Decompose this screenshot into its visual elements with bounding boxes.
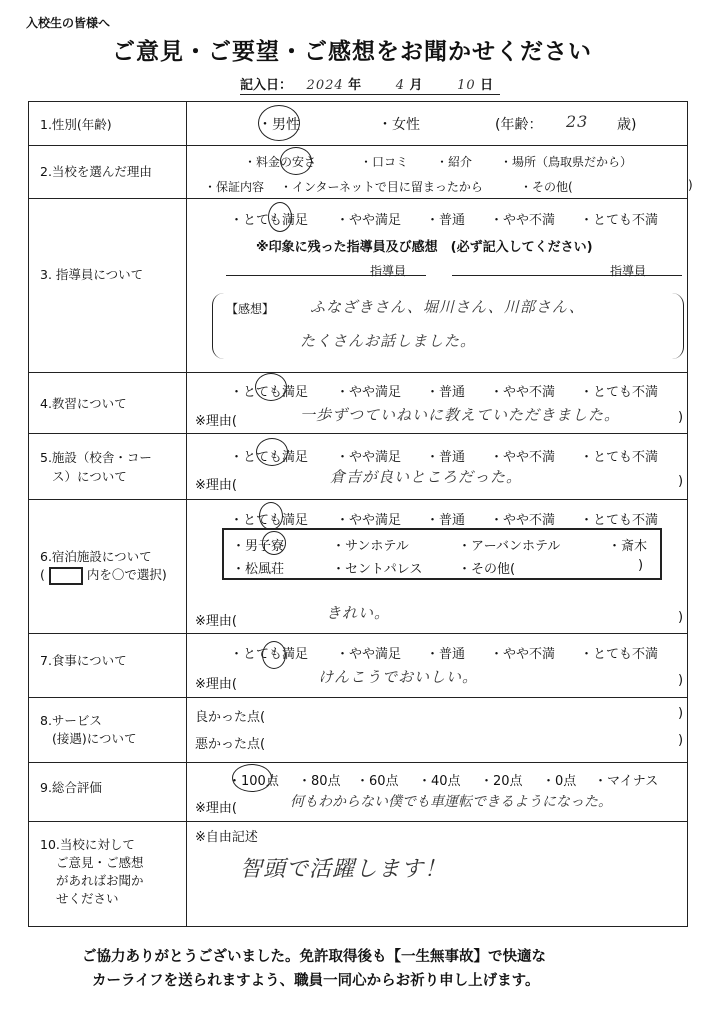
row-divider bbox=[28, 433, 688, 434]
q8-label-1: 8.サービス bbox=[40, 713, 102, 728]
reason-referral[interactable]: ・紹介 bbox=[436, 155, 473, 169]
greeting: 入校生の皆様へ bbox=[26, 16, 111, 30]
q7-reason-label: ※理由( bbox=[195, 677, 237, 692]
lodging-other-close: ) bbox=[638, 558, 644, 573]
q10-label-1: 10.当校に対して bbox=[40, 837, 135, 852]
q7-very-satisfied[interactable]: ・とても満足 bbox=[230, 647, 309, 662]
q3-label: 3. 指導員について bbox=[40, 267, 144, 282]
q6-label-2 bbox=[40, 566, 167, 585]
q7-very-dissatisfied[interactable]: ・とても不満 bbox=[580, 647, 659, 662]
date-row bbox=[240, 74, 500, 95]
lodging-st-palace[interactable]: ・セントパレス bbox=[332, 562, 423, 577]
q4-reason: 一歩ずつていねいに教えていただきました。 bbox=[300, 406, 621, 424]
q6-very-dissatisfied[interactable]: ・とても不満 bbox=[580, 513, 659, 528]
q5-label-1: 5.施設（校舎・コー bbox=[40, 450, 152, 465]
free-comment-label: ※自由記述 bbox=[195, 830, 258, 845]
row-divider bbox=[28, 762, 688, 763]
q7-somewhat-satisfied[interactable]: ・やや満足 bbox=[336, 647, 402, 662]
reason-other-close: ) bbox=[688, 178, 693, 192]
lodging-options-box bbox=[222, 528, 662, 580]
q2-label: 2.当校を選んだ理由 bbox=[40, 164, 152, 179]
row-divider bbox=[28, 372, 688, 373]
row-divider bbox=[28, 697, 688, 698]
q6-very-satisfied[interactable]: ・とても満足 bbox=[230, 513, 309, 528]
footer-line-2: カーライフを送られますよう、職員一同心からお祈り申し上げます。 bbox=[92, 973, 540, 989]
age-unit: 歳) bbox=[617, 117, 637, 133]
q9-label: 9.総合評価 bbox=[40, 780, 102, 795]
q7-reason: けんこうでおいしい。 bbox=[318, 668, 479, 686]
page-title: ご意見・ご要望・ご感想をお聞かせください bbox=[112, 39, 592, 65]
score-80[interactable]: ・80点 bbox=[298, 774, 341, 789]
age-label: (年齢： bbox=[495, 117, 543, 133]
row-divider bbox=[28, 145, 688, 146]
q10-label-4: せください bbox=[56, 891, 119, 906]
instructor-label-2: 指導員 bbox=[610, 264, 647, 278]
date-label: 記入日： bbox=[240, 78, 293, 93]
q6-open-paren: ( bbox=[40, 567, 45, 582]
q6-instruction: 内を〇で選択) bbox=[86, 567, 167, 582]
selection-circle bbox=[280, 147, 312, 175]
selection-circle bbox=[262, 531, 286, 555]
lodging-other[interactable]: ・その他( bbox=[458, 562, 516, 577]
q5-very-dissatisfied[interactable]: ・とても不満 bbox=[580, 450, 659, 465]
date-year: 2024 bbox=[306, 78, 344, 93]
q3-neutral[interactable]: ・普通 bbox=[426, 213, 466, 228]
q6-reason: きれい。 bbox=[326, 604, 391, 622]
q8-good-close: ) bbox=[678, 706, 684, 721]
column-divider bbox=[186, 101, 187, 927]
q3-note: ※印象に残った指導員及び感想 (必ず記入してください) bbox=[256, 240, 593, 255]
q7-neutral[interactable]: ・普通 bbox=[426, 647, 466, 662]
q1-label: 1.性別(年齢) bbox=[40, 117, 112, 132]
lodging-sun-hotel[interactable]: ・サンホテル bbox=[332, 539, 409, 554]
lodging-shofuso[interactable]: ・松風荘 bbox=[232, 562, 285, 577]
instructor-label-1: 指導員 bbox=[370, 264, 407, 278]
score-minus[interactable]: ・マイナス bbox=[594, 774, 659, 789]
selection-circle bbox=[258, 105, 300, 141]
instructor-field-2[interactable] bbox=[452, 274, 682, 276]
score-20[interactable]: ・20点 bbox=[480, 774, 523, 789]
option-male[interactable]: ・男性 bbox=[258, 117, 300, 133]
impression-label: 【感想】 bbox=[226, 302, 275, 316]
q6-neutral[interactable]: ・普通 bbox=[426, 513, 466, 528]
q6-somewhat-dissatisfied[interactable]: ・やや不満 bbox=[490, 513, 556, 528]
impression-text-2: たくさんお話しました。 bbox=[300, 332, 477, 350]
option-female[interactable]: ・女性 bbox=[378, 117, 420, 133]
q6-label-1: 6.宿泊施設について bbox=[40, 549, 152, 564]
q9-reason-label: ※理由( bbox=[195, 801, 237, 816]
lodging-mens-dorm[interactable]: ・男子寮 bbox=[232, 539, 285, 554]
reason-other[interactable]: ・その他( bbox=[520, 180, 573, 194]
q7-reason-close: ) bbox=[678, 673, 684, 688]
q5-reason: 倉吉が良いところだった。 bbox=[330, 468, 523, 486]
selection-circle bbox=[255, 373, 287, 401]
q6-reason-label: ※理由( bbox=[195, 614, 237, 629]
q5-neutral[interactable]: ・普通 bbox=[426, 450, 466, 465]
q6-reason-close: ) bbox=[678, 610, 684, 625]
reason-price[interactable]: ・料金の安さ bbox=[244, 155, 317, 169]
footer-line-1: ご協力ありがとうございました。免許取得後も【一生無事故】で快適な bbox=[82, 949, 546, 965]
month-unit: 月 bbox=[409, 78, 423, 93]
row-divider bbox=[28, 198, 688, 199]
reason-internet[interactable]: ・インターネットで目に留まったから bbox=[280, 180, 483, 194]
q3-somewhat-satisfied[interactable]: ・やや満足 bbox=[336, 213, 402, 228]
q4-somewhat-satisfied[interactable]: ・やや満足 bbox=[336, 385, 402, 400]
q5-somewhat-satisfied[interactable]: ・やや満足 bbox=[336, 450, 402, 465]
q4-label: 4.教習について bbox=[40, 396, 127, 411]
q5-somewhat-dissatisfied[interactable]: ・やや不満 bbox=[490, 450, 556, 465]
q8-label-2: (接遇)について bbox=[52, 731, 137, 746]
q5-very-satisfied[interactable]: ・とても満足 bbox=[230, 450, 309, 465]
selection-circle bbox=[268, 202, 292, 232]
selection-circle bbox=[256, 438, 288, 466]
reason-location[interactable]: ・場所（鳥取県だから） bbox=[500, 155, 633, 169]
q4-neutral[interactable]: ・普通 bbox=[426, 385, 466, 400]
q4-very-dissatisfied[interactable]: ・とても不満 bbox=[580, 385, 659, 400]
day-unit: 日 bbox=[480, 78, 494, 93]
q3-very-satisfied[interactable]: ・とても満足 bbox=[230, 213, 309, 228]
date-day: 10 bbox=[457, 78, 476, 93]
q5-reason-close: ) bbox=[678, 474, 684, 489]
q8-bad-close: ) bbox=[678, 733, 684, 748]
q4-somewhat-dissatisfied[interactable]: ・やや不満 bbox=[490, 385, 556, 400]
lodging-urban-hotel[interactable]: ・アーバンホテル bbox=[458, 539, 561, 554]
date-month: 4 bbox=[395, 78, 405, 93]
q6-somewhat-satisfied[interactable]: ・やや満足 bbox=[336, 513, 402, 528]
q8-good-label: 良かった点( bbox=[195, 710, 266, 725]
q7-label: 7.食事について bbox=[40, 653, 127, 668]
score-40[interactable]: ・40点 bbox=[418, 774, 461, 789]
q4-reason-label: ※理由( bbox=[195, 414, 237, 429]
free-comment-text: 智頭で活躍します！ bbox=[240, 857, 448, 882]
row-divider bbox=[28, 499, 688, 500]
row-divider bbox=[28, 633, 688, 634]
reason-word-of-mouth[interactable]: ・口コミ bbox=[360, 155, 409, 169]
selection-circle bbox=[259, 502, 283, 530]
selection-circle bbox=[232, 764, 272, 792]
q3-very-dissatisfied[interactable]: ・とても不満 bbox=[580, 213, 659, 228]
frame-symbol bbox=[49, 567, 83, 585]
score-100[interactable]: ・100点 bbox=[228, 774, 279, 789]
q5-label-2: ス）について bbox=[52, 469, 127, 484]
q8-bad-label: 悪かった点( bbox=[195, 737, 266, 752]
q9-reason: 何もわからない僕でも車運転できるようになった。 bbox=[290, 794, 612, 810]
q5-reason-label: ※理由( bbox=[195, 478, 237, 493]
q7-somewhat-dissatisfied[interactable]: ・やや不満 bbox=[490, 647, 556, 662]
q3-somewhat-dissatisfied[interactable]: ・やや不満 bbox=[490, 213, 556, 228]
selection-circle bbox=[262, 641, 286, 669]
reason-warranty[interactable]: ・保証内容 bbox=[204, 180, 265, 194]
q4-very-satisfied[interactable]: ・とても満足 bbox=[230, 385, 309, 400]
q4-reason-close: ) bbox=[678, 410, 684, 425]
row-divider bbox=[28, 821, 688, 822]
age-value: 23 bbox=[566, 112, 589, 131]
q10-label-2: ご意見・ご感想 bbox=[56, 855, 144, 870]
year-unit: 年 bbox=[348, 78, 362, 93]
lodging-saiki[interactable]: ・斎木 bbox=[608, 539, 648, 554]
score-0[interactable]: ・0点 bbox=[542, 774, 577, 789]
score-60[interactable]: ・60点 bbox=[356, 774, 399, 789]
impression-text-1: ふなざきさん、堀川さん、川部さん、 bbox=[310, 298, 585, 316]
q10-label-3: があればお聞か bbox=[56, 873, 144, 888]
